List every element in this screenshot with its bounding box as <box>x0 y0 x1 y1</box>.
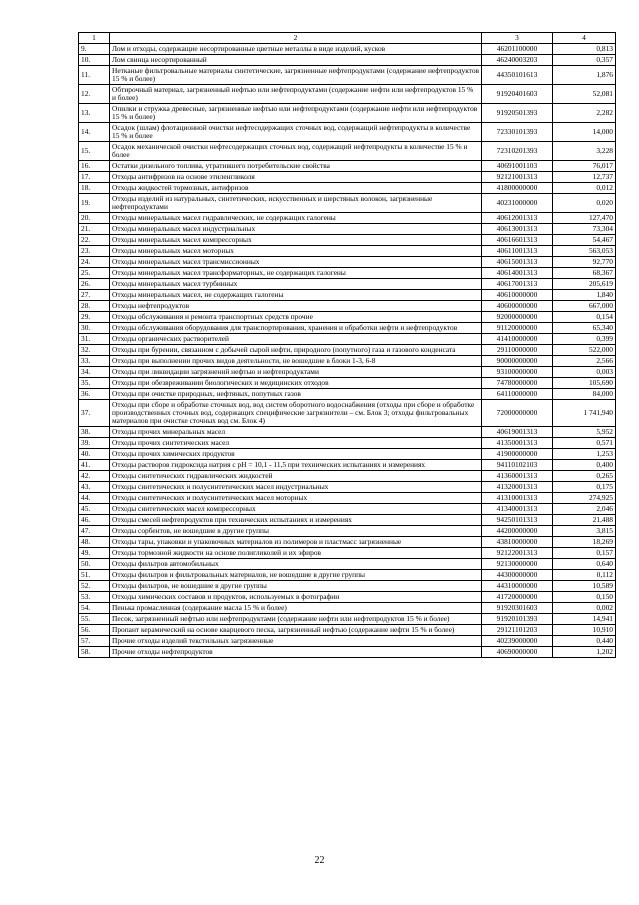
row-number: 9. <box>79 44 110 55</box>
waste-name: Остатки дизельного топлива, утратившего потребительские свойства <box>110 161 482 172</box>
waste-amount: 12,737 <box>553 172 616 183</box>
waste-amount: 0,640 <box>553 559 616 570</box>
waste-name: Отходы жидкостей тормозных, антифризов <box>110 183 482 194</box>
waste-name: Отходы обслуживания оборудования для транспортирования, хранения и обработки нефти и нефтепродуктов <box>110 323 482 334</box>
waste-code: 93100000000 <box>482 367 553 378</box>
waste-name: Осадок (шлам) флотационной очистки нефтесодержащих сточных вод, содержащий нефтепродукты в количестве 15 % и более <box>110 123 482 142</box>
table-row <box>79 183 616 194</box>
row-number: 33. <box>79 356 110 367</box>
waste-amount: 14,000 <box>553 123 616 142</box>
waste-code: 40690000000 <box>482 647 553 658</box>
row-number: 26. <box>79 279 110 290</box>
row-number: 48. <box>79 537 110 548</box>
waste-name: Песок, загрязненный нефтью или нефтепродуктами (содержание нефти или нефтепродуктов 15 % и более) <box>110 614 482 625</box>
table-row <box>79 581 616 592</box>
waste-code: 46201100000 <box>482 44 553 55</box>
table-row <box>79 213 616 224</box>
row-number: 43. <box>79 482 110 493</box>
row-number: 40. <box>79 449 110 460</box>
table-row <box>79 504 616 515</box>
waste-amount: 0,357 <box>553 55 616 66</box>
waste-code: 91120000000 <box>482 323 553 334</box>
table-row <box>79 625 616 636</box>
waste-amount: 73,304 <box>553 224 616 235</box>
waste-name: Отходы при очистке природных, нефтяных, попутных газов <box>110 389 482 400</box>
waste-name: Нетканые фильтровальные материалы синтетические, загрязненные нефтепродуктами (содержание нефтепродуктов 15 % и более) <box>110 66 482 85</box>
waste-name: Отходы тормозной жидкости на основе полигликолей и их эфиров <box>110 548 482 559</box>
waste-name: Осадок механической очистки нефтесодержащих сточных вод, содержащий нефтепродукты в количестве 15 % и более <box>110 142 482 161</box>
table-row <box>79 246 616 257</box>
waste-amount: 84,000 <box>553 389 616 400</box>
table-row <box>79 460 616 471</box>
row-number: 16. <box>79 161 110 172</box>
header-cell-3: 3 <box>482 33 553 44</box>
waste-name: Отходы при бурении, связанном с добычей сырой нефти, природного (попутного) газа и газового конденсата <box>110 345 482 356</box>
table-row <box>79 312 616 323</box>
waste-amount: 0,265 <box>553 471 616 482</box>
waste-name: Обтирочный материал, загрязненный нефтью или нефтепродуктами (содержание нефти или нефтепродуктов 15 % и более) <box>110 85 482 104</box>
row-number: 47. <box>79 526 110 537</box>
waste-name: Отходы химических составов и продуктов, используемых в фотографии <box>110 592 482 603</box>
waste-code: 40611001313 <box>482 246 553 257</box>
row-number: 32. <box>79 345 110 356</box>
table-row <box>79 367 616 378</box>
row-number: 28. <box>79 301 110 312</box>
table-row <box>79 268 616 279</box>
table-row <box>79 356 616 367</box>
waste-code: 40231000000 <box>482 194 553 213</box>
waste-amount: 5,952 <box>553 427 616 438</box>
waste-amount: 563,053 <box>553 246 616 257</box>
waste-name: Отходы минеральных масел гидравлических, не содержащих галогены <box>110 213 482 224</box>
table-row <box>79 142 616 161</box>
row-number: 23. <box>79 246 110 257</box>
table-row <box>79 548 616 559</box>
table-row <box>79 104 616 123</box>
waste-amount: 2,282 <box>553 104 616 123</box>
page-number: 22 <box>314 855 325 866</box>
waste-amount: 1,202 <box>553 647 616 658</box>
table-row <box>79 389 616 400</box>
table-row <box>79 55 616 66</box>
waste-name: Отходы минеральных масел индустриальных <box>110 224 482 235</box>
table-row <box>79 427 616 438</box>
waste-amount: 18,269 <box>553 537 616 548</box>
table-row <box>79 526 616 537</box>
waste-code: 40617001313 <box>482 279 553 290</box>
waste-name: Прочие отходы изделий текстильных загрязненные <box>110 636 482 647</box>
waste-code: 64110000000 <box>482 389 553 400</box>
table-row <box>79 636 616 647</box>
waste-amount: 3,815 <box>553 526 616 537</box>
table-row <box>79 559 616 570</box>
waste-amount: 3,228 <box>553 142 616 161</box>
table-row <box>79 334 616 345</box>
row-number: 22. <box>79 235 110 246</box>
row-number: 21. <box>79 224 110 235</box>
waste-amount: 10,589 <box>553 581 616 592</box>
waste-code: 40613001313 <box>482 224 553 235</box>
waste-name: Отходы минеральных масел компрессорных <box>110 235 482 246</box>
waste-amount: 0,157 <box>553 548 616 559</box>
waste-name: Отходы при сборе и обработке сточных вод, вод систем оборотного водоснабжения (отходы при сборе и обработке производственных сточных вод, содержащих специфические загрязнители – см. Блок 3; отходы фильтровальных материалов при очистке сточных вод см. Блок 4) <box>110 400 482 427</box>
table-row <box>79 257 616 268</box>
waste-code: 72310201393 <box>482 142 553 161</box>
table-row <box>79 66 616 85</box>
table-row <box>79 224 616 235</box>
waste-amount: 14,941 <box>553 614 616 625</box>
table-row <box>79 44 616 55</box>
waste-amount: 0,154 <box>553 312 616 323</box>
waste-amount: 0,813 <box>553 44 616 55</box>
waste-code: 44200000000 <box>482 526 553 537</box>
waste-name: Отходы минеральных масел турбинных <box>110 279 482 290</box>
row-number: 35. <box>79 378 110 389</box>
row-number: 17. <box>79 172 110 183</box>
table-row <box>79 400 616 427</box>
table-row <box>79 438 616 449</box>
waste-name: Отходы при ликвидации загрязнений нефтью и нефтепродуктами <box>110 367 482 378</box>
table-row <box>79 482 616 493</box>
waste-name: Отходы минеральных масел трансформаторных, не содержащих галогены <box>110 268 482 279</box>
waste-name: Отходы минеральных масел моторных <box>110 246 482 257</box>
row-number: 18. <box>79 183 110 194</box>
row-number: 36. <box>79 389 110 400</box>
waste-code: 41720000000 <box>482 592 553 603</box>
waste-code: 41350001313 <box>482 438 553 449</box>
waste-code: 40619001313 <box>482 427 553 438</box>
waste-code: 91920101393 <box>482 614 553 625</box>
waste-amount: 522,000 <box>553 345 616 356</box>
waste-amount: 1 741,940 <box>553 400 616 427</box>
waste-code: 41900000000 <box>482 449 553 460</box>
waste-code: 40691001103 <box>482 161 553 172</box>
waste-code: 41310001313 <box>482 493 553 504</box>
waste-name: Пропант керамический на основе кварцевого песка, загрязненный нефтью (содержание нефти 15 % и более) <box>110 625 482 636</box>
table-row <box>79 235 616 246</box>
waste-amount: 0,571 <box>553 438 616 449</box>
waste-code: 91920301603 <box>482 603 553 614</box>
waste-name: Отходы синтетических гидравлических жидкостей <box>110 471 482 482</box>
waste-code: 92122001313 <box>482 548 553 559</box>
waste-code: 40610000000 <box>482 290 553 301</box>
waste-code: 46240003203 <box>482 55 553 66</box>
waste-amount: 0,175 <box>553 482 616 493</box>
waste-name: Лом свинца несортированный <box>110 55 482 66</box>
table-row <box>79 279 616 290</box>
header-cell-1: 1 <box>79 33 110 44</box>
table-row <box>79 172 616 183</box>
waste-code: 41800000000 <box>482 183 553 194</box>
waste-code: 72330101393 <box>482 123 553 142</box>
table-row <box>79 515 616 526</box>
table-row <box>79 323 616 334</box>
table-row <box>79 290 616 301</box>
waste-code: 29110000000 <box>482 345 553 356</box>
table-row <box>79 85 616 104</box>
row-number: 56. <box>79 625 110 636</box>
waste-code: 41410000000 <box>482 334 553 345</box>
waste-amount: 76,017 <box>553 161 616 172</box>
row-number: 27. <box>79 290 110 301</box>
waste-name: Отходы изделий из натуральных, синтетических, искусственных и шерстяных волокон, загрязненные нефтепродуктами <box>110 194 482 213</box>
waste-name: Отходы прочих минеральных масел <box>110 427 482 438</box>
waste-name: Пенька промасленная (содержание масла 15 % и более) <box>110 603 482 614</box>
waste-code: 92121001313 <box>482 172 553 183</box>
waste-amount: 0,002 <box>553 603 616 614</box>
table-row <box>79 471 616 482</box>
waste-amount: 205,619 <box>553 279 616 290</box>
table-row <box>79 301 616 312</box>
waste-code: 44300000000 <box>482 570 553 581</box>
waste-amount: 0,440 <box>553 636 616 647</box>
row-number: 53. <box>79 592 110 603</box>
waste-name: Отходы синтетических и полусинтетических масел индустриальных <box>110 482 482 493</box>
row-number: 41. <box>79 460 110 471</box>
waste-name: Отходы растворов гидроксида натрия с рН = 10,1 - 11,5 при технических испытаниях и измерениях <box>110 460 482 471</box>
waste-name: Отходы фильтров, не вошедшие в другие группы <box>110 581 482 592</box>
table-row <box>79 345 616 356</box>
waste-code: 94250101313 <box>482 515 553 526</box>
waste-amount: 52,081 <box>553 85 616 104</box>
row-number: 58. <box>79 647 110 658</box>
row-number: 49. <box>79 548 110 559</box>
waste-name: Отходы сорбентов, не вошедшие в другие группы <box>110 526 482 537</box>
table-row <box>79 378 616 389</box>
table-row <box>79 493 616 504</box>
waste-name: Лом и отходы, содержащие несортированные цветные металлы в виде изделий, кусков <box>110 44 482 55</box>
waste-code: 40614001313 <box>482 268 553 279</box>
waste-code: 43810000000 <box>482 537 553 548</box>
waste-code: 91920501393 <box>482 104 553 123</box>
table-row <box>79 449 616 460</box>
waste-code: 41320001313 <box>482 482 553 493</box>
row-number: 50. <box>79 559 110 570</box>
waste-name: Отходы синтетических и полусинтетических масел моторных <box>110 493 482 504</box>
waste-amount: 10,910 <box>553 625 616 636</box>
waste-code: 44310000000 <box>482 581 553 592</box>
row-number: 46. <box>79 515 110 526</box>
table-row <box>79 647 616 658</box>
row-number: 37. <box>79 400 110 427</box>
table-row <box>79 603 616 614</box>
waste-amount: 2,046 <box>553 504 616 515</box>
table-body <box>79 33 616 658</box>
header-cell-2: 2 <box>110 33 482 44</box>
waste-name: Отходы при выполнении прочих видов деятельности, не вошедшие в блоки 1-3, 6-8 <box>110 356 482 367</box>
waste-amount: 68,367 <box>553 268 616 279</box>
row-number: 45. <box>79 504 110 515</box>
waste-code: 40612001313 <box>482 213 553 224</box>
table-row <box>79 614 616 625</box>
row-number: 54. <box>79 603 110 614</box>
table-header-row <box>79 33 616 44</box>
waste-code: 40615001313 <box>482 257 553 268</box>
waste-amount: 2,566 <box>553 356 616 367</box>
waste-code: 91920401603 <box>482 85 553 104</box>
row-number: 13. <box>79 104 110 123</box>
row-number: 38. <box>79 427 110 438</box>
waste-code: 40239000000 <box>482 636 553 647</box>
waste-name: Опилки и стружка древесные, загрязненные нефтью или нефтепродуктами (содержание нефти или нефтепродуктов 15 % и более) <box>110 104 482 123</box>
waste-name: Отходы обслуживания и ремонта транспортных средств прочие <box>110 312 482 323</box>
waste-name: Отходы смесей нефтепродуктов при технических испытаниях и измерениях <box>110 515 482 526</box>
row-number: 30. <box>79 323 110 334</box>
waste-amount: 92,770 <box>553 257 616 268</box>
waste-code: 72000000000 <box>482 400 553 427</box>
waste-amount: 1,253 <box>553 449 616 460</box>
row-number: 55. <box>79 614 110 625</box>
waste-name: Отходы фильтров и фильтровальных материалов, не вошедшие в другие группы <box>110 570 482 581</box>
waste-name: Отходы антифризов на основе этиленгликоля <box>110 172 482 183</box>
waste-code: 92000000000 <box>482 312 553 323</box>
row-number: 19. <box>79 194 110 213</box>
waste-name: Отходы при обезвреживании биологических и медицинских отходов <box>110 378 482 389</box>
waste-code: 74780000000 <box>482 378 553 389</box>
waste-amount: 21,488 <box>553 515 616 526</box>
table-row <box>79 123 616 142</box>
table-row <box>79 537 616 548</box>
waste-amount: 65,340 <box>553 323 616 334</box>
waste-code: 40616601313 <box>482 235 553 246</box>
waste-amount: 0,012 <box>553 183 616 194</box>
waste-code: 92130000000 <box>482 559 553 570</box>
waste-amount: 667,000 <box>553 301 616 312</box>
table-row <box>79 570 616 581</box>
waste-name: Отходы минеральных масел, не содержащих галогены <box>110 290 482 301</box>
waste-code: 29121101203 <box>482 625 553 636</box>
row-number: 24. <box>79 257 110 268</box>
waste-amount: 127,470 <box>553 213 616 224</box>
waste-amount: 0,150 <box>553 592 616 603</box>
table-row <box>79 161 616 172</box>
table-row <box>79 592 616 603</box>
waste-code: 90000000000 <box>482 356 553 367</box>
waste-table <box>78 32 616 658</box>
row-number: 39. <box>79 438 110 449</box>
waste-amount: 1,840 <box>553 290 616 301</box>
waste-amount: 0,400 <box>553 460 616 471</box>
waste-amount: 0,020 <box>553 194 616 213</box>
waste-name: Отходы синтетических масел компрессорных <box>110 504 482 515</box>
waste-amount: 0,112 <box>553 570 616 581</box>
row-number: 34. <box>79 367 110 378</box>
row-number: 20. <box>79 213 110 224</box>
waste-amount: 274,925 <box>553 493 616 504</box>
waste-name: Отходы тары, упаковки и упаковочных материалов из полимеров и пластмасс загрязненные <box>110 537 482 548</box>
waste-amount: 0,003 <box>553 367 616 378</box>
waste-amount: 54,467 <box>553 235 616 246</box>
row-number: 57. <box>79 636 110 647</box>
row-number: 11. <box>79 66 110 85</box>
waste-name: Отходы органических растворителей <box>110 334 482 345</box>
row-number: 25. <box>79 268 110 279</box>
row-number: 15. <box>79 142 110 161</box>
row-number: 42. <box>79 471 110 482</box>
waste-name: Прочие отходы нефтепродуктов <box>110 647 482 658</box>
row-number: 31. <box>79 334 110 345</box>
waste-code: 41340001313 <box>482 504 553 515</box>
waste-name: Отходы прочих химических продуктов <box>110 449 482 460</box>
row-number: 12. <box>79 85 110 104</box>
waste-name: Отходы прочих синтетических масел <box>110 438 482 449</box>
waste-amount: 0,399 <box>553 334 616 345</box>
waste-amount: 105,690 <box>553 378 616 389</box>
waste-name: Отходы минеральных масел трансмиссионных <box>110 257 482 268</box>
row-number: 51. <box>79 570 110 581</box>
waste-code: 94110102103 <box>482 460 553 471</box>
waste-code: 40600000000 <box>482 301 553 312</box>
row-number: 52. <box>79 581 110 592</box>
row-number: 14. <box>79 123 110 142</box>
row-number: 10. <box>79 55 110 66</box>
waste-code: 41360001313 <box>482 471 553 482</box>
waste-amount: 1,876 <box>553 66 616 85</box>
header-cell-4: 4 <box>553 33 616 44</box>
waste-code: 44350101613 <box>482 66 553 85</box>
waste-name: Отходы нефтепродуктов <box>110 301 482 312</box>
table-row <box>79 194 616 213</box>
row-number: 44. <box>79 493 110 504</box>
row-number: 29. <box>79 312 110 323</box>
waste-name: Отходы фильтров автомобильных <box>110 559 482 570</box>
